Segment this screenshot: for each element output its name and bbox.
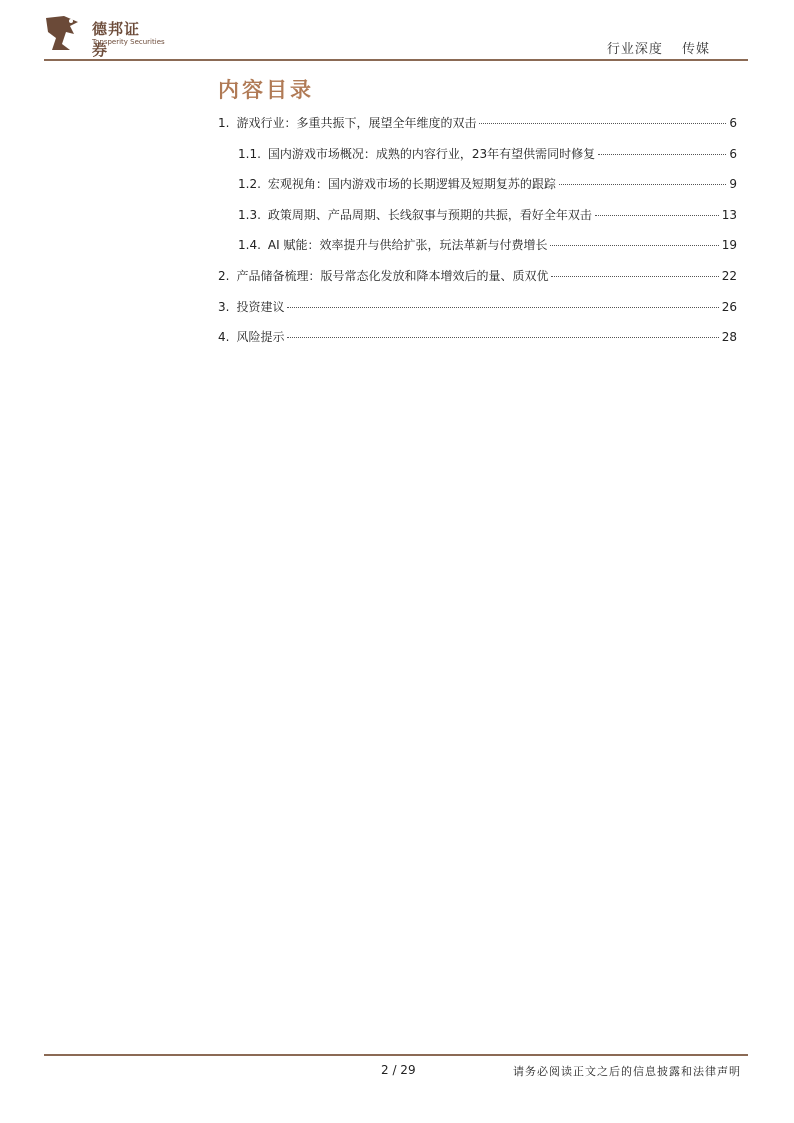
report-category: 行业深度: [606, 42, 663, 57]
toc-entry[interactable]: [218, 175, 737, 206]
header-tags: [607, 38, 710, 57]
toc-entry[interactable]: [218, 114, 737, 145]
toc-entry-number: 4.: [218, 330, 230, 345]
logo-text-cn: 德邦证券: [92, 20, 141, 59]
toc-entry-title: 风险提示: [236, 330, 285, 345]
toc-entry-page: 22: [721, 268, 737, 283]
toc-leader-dots: [479, 123, 726, 124]
toc-entry-page: 19: [721, 238, 737, 253]
toc-leader-dots: [595, 215, 719, 216]
toc-entry-title: AI 赋能：效率提升与供给扩张，玩法革新与付费增长: [267, 238, 548, 253]
toc-entry-number: 1.: [218, 116, 230, 130]
footer-divider: [44, 1054, 748, 1056]
toc-entry-page: 13: [721, 207, 737, 222]
toc-entry-number: 1.4.: [238, 238, 261, 253]
toc-leader-dots: [287, 307, 718, 308]
toc-entry[interactable]: [218, 267, 737, 298]
toc-entry-page: 6: [729, 146, 737, 161]
toc-entry-number: 1.1.: [238, 146, 261, 161]
toc-title: 内容目录: [218, 78, 314, 102]
toc-leader-dots: [598, 154, 726, 155]
page-number: 2 / 29: [381, 1063, 416, 1077]
table-of-contents: [218, 114, 737, 359]
toc-entry[interactable]: [218, 298, 737, 329]
toc-entry[interactable]: [218, 236, 737, 267]
logo-mark-icon: [44, 14, 84, 52]
toc-entry-title: 游戏行业：多重共振下，展望全年维度的双击: [236, 116, 477, 130]
toc-leader-dots: [287, 337, 718, 338]
toc-entry-page: 28: [721, 330, 737, 345]
toc-leader-dots: [551, 276, 718, 277]
toc-entry[interactable]: [218, 206, 737, 237]
toc-entry[interactable]: [218, 328, 737, 359]
toc-entry-title: 投资建议: [236, 299, 285, 314]
toc-entry-title: 宏观视角：国内游戏市场的长期逻辑及短期复苏的跟踪: [267, 177, 556, 192]
toc-entry[interactable]: [218, 145, 737, 176]
toc-entry-number: 2.: [218, 268, 230, 283]
toc-entry-number: 3.: [218, 299, 230, 314]
toc-entry-page: 26: [721, 299, 737, 314]
toc-entry-number: 1.2.: [238, 177, 261, 192]
toc-entry-title: 产品储备梳理：版号常态化发放和降本增效后的量、质双优: [236, 268, 549, 283]
company-logo: [44, 14, 165, 59]
toc-entry-title: 政策周期、产品周期、长线叙事与预期的共振，看好全年双击: [267, 207, 592, 222]
footer-disclaimer: 请务必阅读正文之后的信息披露和法律声明: [513, 1065, 741, 1078]
toc-leader-dots: [559, 184, 726, 185]
toc-entry-number: 1.3.: [238, 207, 261, 222]
header-divider: [44, 59, 748, 61]
logo-text-en: Topsperity Securities: [92, 38, 165, 46]
toc-entry-page: 6: [729, 116, 737, 130]
toc-entry-title: 国内游戏市场概况：成熟的内容行业，23年有望供需同时修复: [267, 146, 596, 161]
report-sector: 传媒: [681, 42, 710, 57]
toc-leader-dots: [550, 245, 718, 246]
toc-entry-page: 9: [729, 177, 737, 192]
